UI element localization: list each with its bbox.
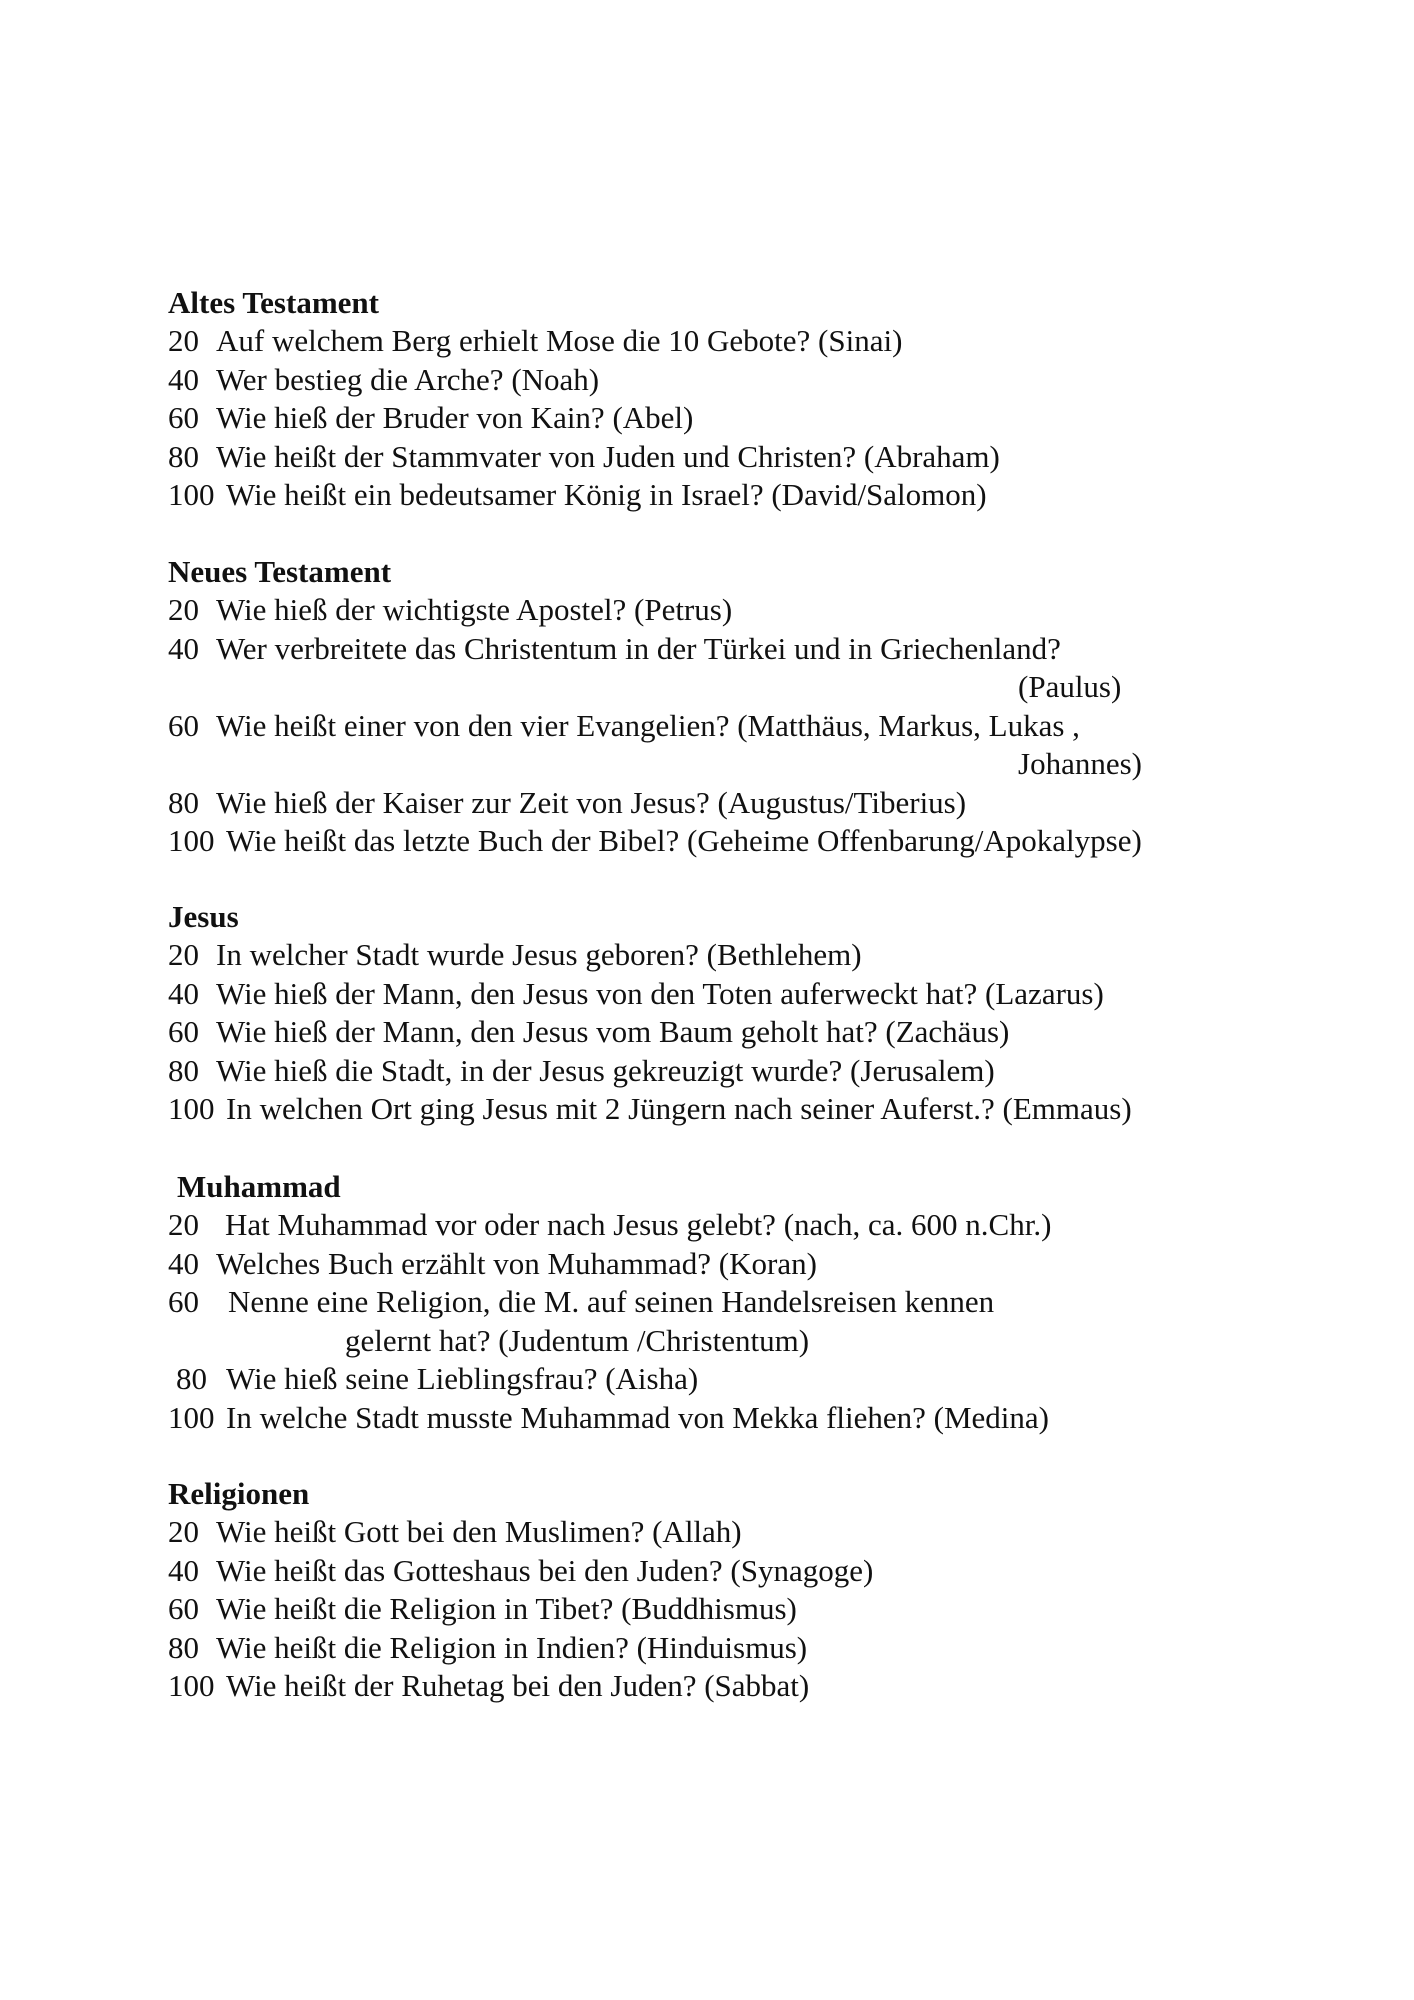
question-points: 80 [168, 1052, 199, 1088]
question-points: 80 [168, 438, 199, 474]
question-text: Wie heißt die Religion in Tibet? (Buddhismus) [216, 1591, 797, 1626]
question-points: 20 [168, 1514, 199, 1549]
question-line [168, 322, 1288, 361]
question-points: 60 [168, 1284, 199, 1319]
question-line [168, 476, 1288, 515]
section-neues-testament [168, 553, 1288, 861]
question-points: 60 [168, 1591, 199, 1626]
question-line [168, 630, 1288, 669]
question-text: Wie hieß seine Lieblingsfrau? (Aisha) [226, 1361, 699, 1396]
question-line [168, 399, 1288, 438]
question-points: 60 [168, 400, 199, 435]
section-title: Neues Testament [168, 554, 392, 589]
question-line [168, 1552, 1288, 1591]
question-points: 100 [168, 477, 215, 512]
question-line [168, 1013, 1288, 1052]
question-text: Wie hieß die Stadt, in der Jesus gekreuzigt wurde? (Jerusalem) [216, 1052, 995, 1088]
question-points: 20 [168, 937, 199, 972]
question-text: Wie hieß der Kaiser zur Zeit von Jesus? (Augustus/Tiberius) [216, 784, 967, 820]
question-points: 60 [168, 1014, 199, 1049]
section-title: Jesus [168, 899, 239, 934]
question-line [168, 1052, 1288, 1091]
question-text: Nenne eine Religion, die M. auf seinen Handelsreisen kennen [228, 1284, 995, 1319]
section-title: Religionen [168, 1476, 310, 1511]
question-line [168, 1399, 1288, 1438]
question-points: 20 [168, 1207, 199, 1242]
question-points: 100 [168, 1399, 215, 1435]
section-religionen [168, 1475, 1288, 1706]
question-text: Wie hieß der Mann, den Jesus von den Toten auferweckt hat? (Lazarus) [216, 975, 1104, 1011]
question-text: Welches Buch erzählt von Muhammad? (Koran) [216, 1245, 817, 1281]
question-points: 40 [168, 975, 199, 1011]
question-text: Hat Muhammad vor oder nach Jesus gelebt? (nach, ca. 600 n.Chr.) [225, 1207, 1052, 1242]
question-text: Wie heißt der Stammvater von Juden und Christen? (Abraham) [216, 438, 1000, 474]
question-text: Wie hieß der Mann, den Jesus vom Baum geholt hat? (Zachäus) [216, 1014, 1010, 1049]
question-points: 80 [168, 1629, 199, 1665]
section-jesus [168, 898, 1288, 1129]
question-points: 100 [168, 1091, 215, 1126]
question-line [168, 822, 1288, 861]
question-text: Wie heißt Gott bei den Muslimen? (Allah) [216, 1514, 742, 1549]
question-line [168, 1513, 1288, 1552]
question-points: 100 [168, 823, 215, 858]
question-line [168, 1360, 1288, 1399]
question-points: 20 [168, 323, 199, 358]
section-altes-testament [168, 284, 1288, 515]
question-points: 20 [168, 592, 199, 627]
section-muhammad [168, 1168, 1288, 1437]
question-line [168, 1667, 1288, 1706]
question-line [168, 1245, 1288, 1284]
question-text: Wie heißt einer von den vier Evangelien? (Matthäus, Markus, Lukas , [216, 707, 1080, 743]
question-text: Wie heißt das letzte Buch der Bibel? (Geheime Offenbarung/Apokalypse) [226, 823, 1142, 858]
question-continuation: (Paulus) [1018, 669, 1122, 704]
question-points: 40 [168, 630, 199, 666]
question-points: 80 [168, 784, 199, 820]
question-points: 40 [168, 361, 199, 397]
question-text: Wer verbreitete das Christentum in der Türkei und in Griechenland? [216, 630, 1061, 666]
question-text: In welche Stadt musste Muhammad von Mekka fliehen? (Medina) [226, 1399, 1049, 1435]
question-line [168, 591, 1288, 630]
question-text: In welchen Ort ging Jesus mit 2 Jüngern nach seiner Auferst.? (Emmaus) [226, 1091, 1132, 1126]
question-points: 100 [168, 1668, 215, 1703]
question-text: Auf welchem Berg erhielt Mose die 10 Gebote? (Sinai) [216, 323, 903, 358]
question-line [168, 1090, 1288, 1129]
question-line [168, 707, 1288, 746]
question-points: 80 [176, 1361, 207, 1396]
question-line [168, 1206, 1288, 1245]
question-line [168, 438, 1288, 477]
question-continuation: Johannes) [1018, 746, 1142, 781]
question-points: 40 [168, 1245, 199, 1281]
section-title: Muhammad [177, 1169, 341, 1204]
question-line [168, 784, 1288, 823]
question-points: 40 [168, 1552, 199, 1588]
question-line [168, 1590, 1288, 1629]
question-line [168, 936, 1288, 975]
question-line [168, 361, 1288, 400]
question-text: Wie hieß der Bruder von Kain? (Abel) [216, 400, 694, 435]
question-text: Wer bestieg die Arche? (Noah) [216, 361, 600, 397]
question-points: 60 [168, 707, 199, 743]
question-text: Wie heißt die Religion in Indien? (Hinduismus) [216, 1629, 808, 1665]
question-continuation: gelernt hat? (Judentum /Christentum) [345, 1322, 810, 1358]
question-text: Wie hieß der wichtigste Apostel? (Petrus) [216, 592, 733, 627]
question-text: Wie heißt der Ruhetag bei den Juden? (Sabbat) [226, 1668, 810, 1703]
question-text: Wie heißt das Gotteshaus bei den Juden? (Synagoge) [216, 1552, 874, 1588]
section-title: Altes Testament [168, 285, 379, 320]
question-text: In welcher Stadt wurde Jesus geboren? (Bethlehem) [216, 937, 862, 972]
question-line [168, 1629, 1288, 1668]
question-line [168, 1283, 1288, 1322]
question-text: Wie heißt ein bedeutsamer König in Israel? (David/Salomon) [226, 477, 987, 512]
question-line [168, 975, 1288, 1014]
